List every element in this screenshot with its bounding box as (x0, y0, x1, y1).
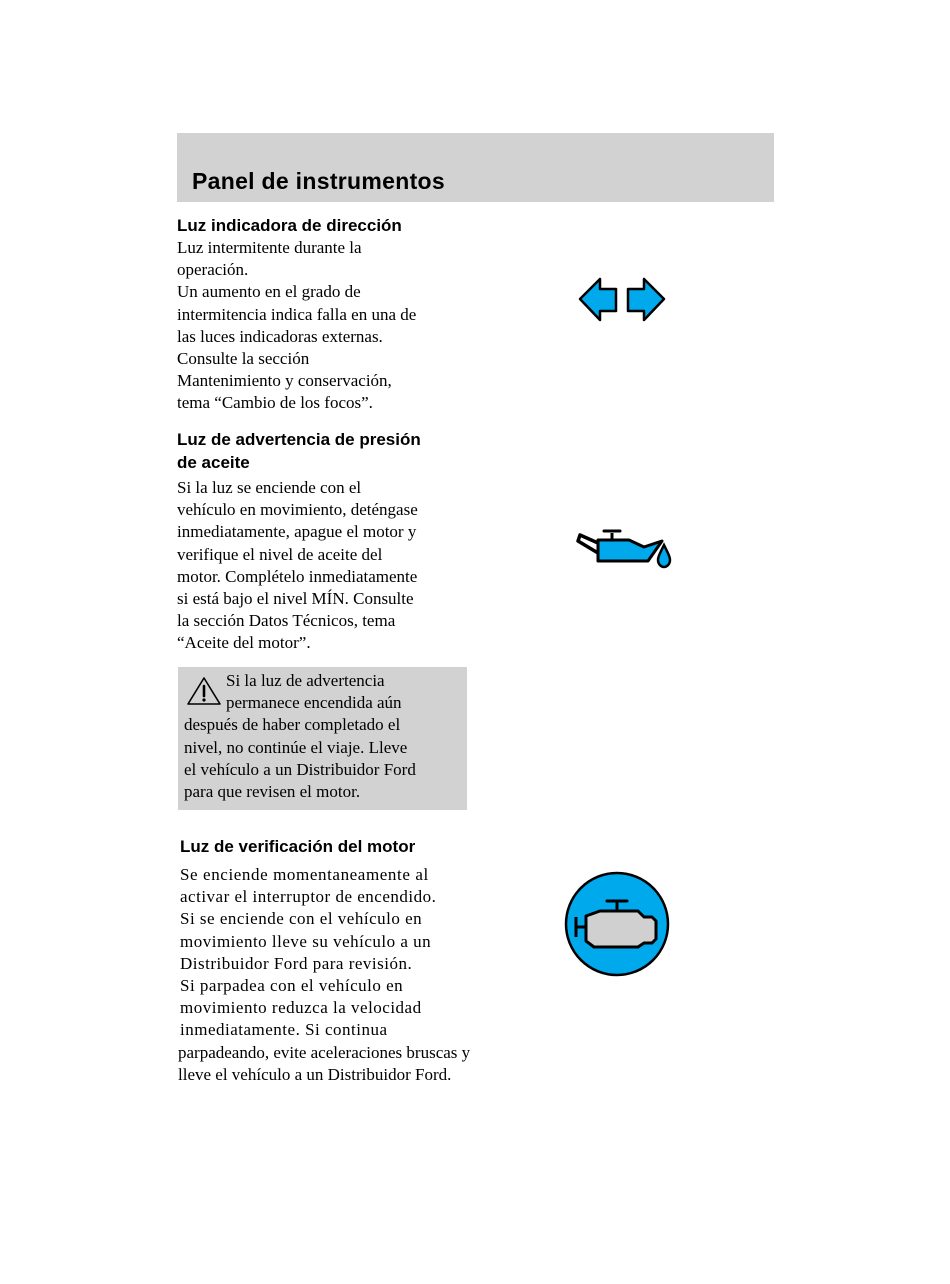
text-line: Distribuidor Ford para revisión. (180, 953, 413, 973)
turn-signal-text (177, 237, 416, 415)
page-title: Panel de instrumentos (192, 168, 445, 194)
text-line: la sección Datos Técnicos, tema (177, 611, 396, 631)
text-line: Si la luz se enciende con el (177, 478, 362, 497)
caution-box (178, 667, 467, 810)
text-line: Mantenimiento y conservación, (177, 371, 392, 391)
engine-icon (564, 871, 670, 977)
text-line: Luz intermitente durante la (177, 238, 362, 257)
header-band (177, 133, 774, 202)
turn-signal-arrows-icon (578, 276, 666, 324)
caution-line: el vehículo a un Distribuidor Ford (184, 759, 416, 779)
text-line: operación. (177, 260, 249, 280)
text-line: parpadeando, evite aceleraciones bruscas y (178, 1042, 471, 1062)
text-line: Si parpadea con el vehículo en (180, 976, 404, 996)
oil-pressure-heading: de aceite (177, 453, 250, 472)
caution-line: después de haber completado el (184, 715, 401, 735)
check-engine-text (180, 864, 470, 1086)
text-line: Si se enciende con el vehículo en (180, 909, 423, 929)
text-line: tema “Cambio de los focos”. (177, 393, 373, 413)
text-line: movimiento reduzca la velocidad (180, 998, 422, 1018)
text-line: Consulte la sección (177, 349, 310, 369)
text-line: vehículo en movimiento, deténgase (177, 500, 418, 520)
turn-signal-heading: Luz indicadora de dirección (177, 216, 402, 235)
text-line: activar el interruptor de encendido. (180, 887, 437, 907)
caution-line: nivel, no continúe el viaje. Lleve (184, 737, 408, 757)
text-line: inmediatamente, apague el motor y (177, 522, 417, 542)
text-line: verifique el nivel de aceite del (177, 544, 383, 564)
text-line: las luces indicadoras externas. (177, 326, 383, 346)
oil-pressure-text (177, 477, 421, 655)
text-line: lleve el vehículo a un Distribuidor Ford. (178, 1064, 452, 1084)
oil-pressure-heading: Luz de advertencia de presión (177, 430, 421, 449)
caution-text (184, 670, 416, 803)
text-line: intermitencia indica falla en una de (177, 304, 417, 324)
check-engine-section (180, 835, 470, 1086)
text-line: Un aumento en el grado de (177, 282, 361, 302)
check-engine-heading: Luz de verificación del motor (180, 837, 416, 856)
caution-line: para que revisen el motor. (184, 782, 361, 802)
turn-signal-section (177, 214, 416, 415)
caution-line: Si la luz de advertencia (226, 671, 385, 690)
text-line: movimiento lleve su vehículo a un (180, 931, 432, 951)
text-line: si está bajo el nivel MÍN. Consulte (177, 589, 414, 609)
text-line: “Aceite del motor”. (177, 633, 311, 653)
oil-pressure-section (177, 428, 421, 655)
text-line: Se enciende momentaneamente al (180, 865, 429, 884)
oil-can-icon (574, 523, 674, 571)
text-line: motor. Complételo inmediatamente (177, 566, 418, 586)
text-line: inmediatamente. Si continua (180, 1020, 388, 1040)
caution-line: permanece encendida aún (226, 693, 402, 713)
